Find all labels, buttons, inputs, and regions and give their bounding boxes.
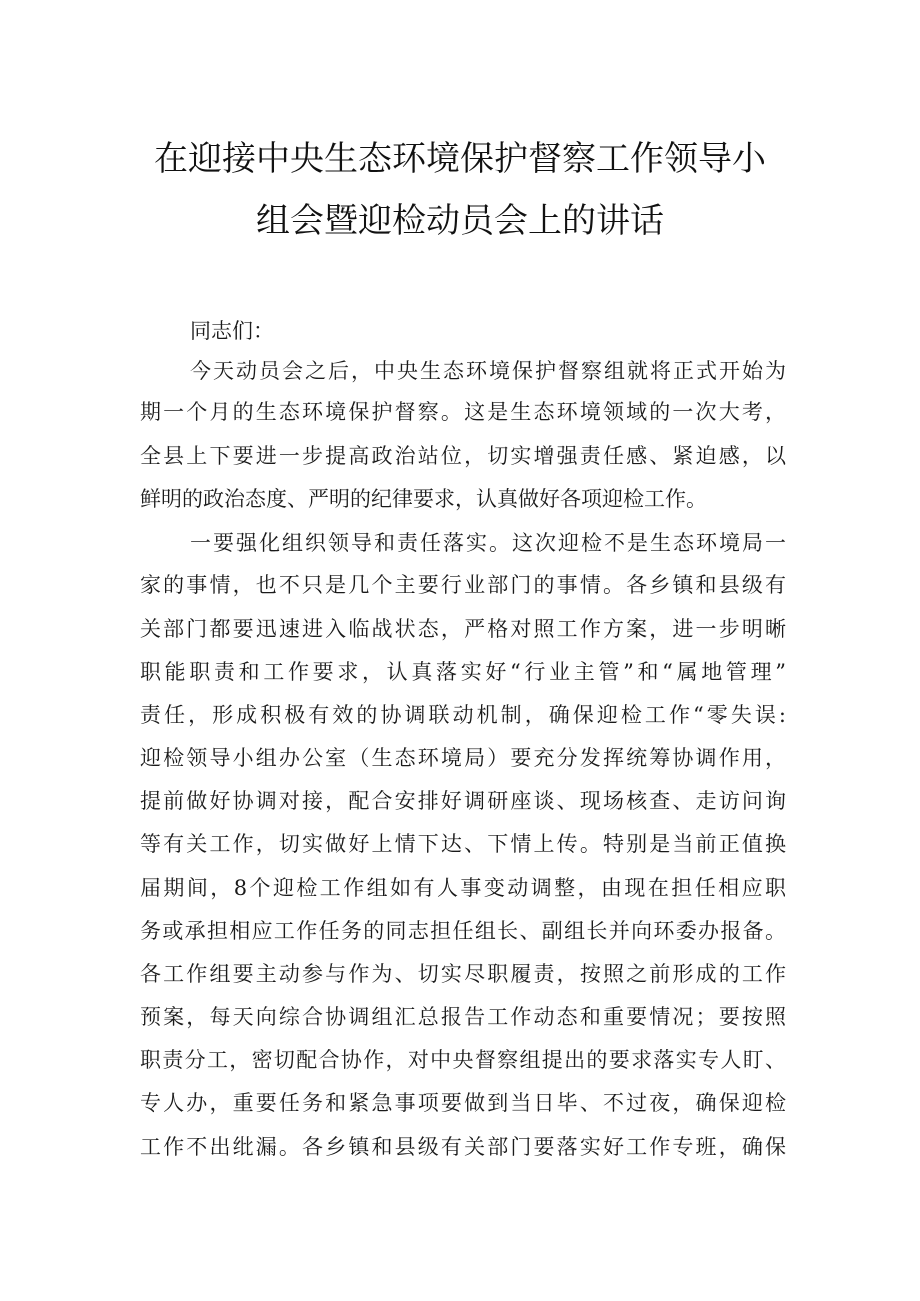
- paragraph-line: 迎检领导小组办公室（生态环境局）要充分发挥统筹协调作用，: [140, 746, 786, 770]
- paragraph-line: 职能职责和工作要求，认真落实好“行业主管”和“属地管理”: [140, 660, 786, 684]
- title-line-2: 组会暨迎检动员会上的讲话: [256, 201, 664, 241]
- paragraph-line: 各工作组要主动参与作为、切实尽职履责，按照之前形成的工作: [140, 962, 786, 986]
- title-line-1: 在迎接中央生态环境保护督察工作领导小: [154, 139, 766, 179]
- paragraph-line: 今天动员会之后，中央生态环境保护督察组就将正式开始为: [190, 359, 786, 383]
- paragraph-line: 责任，形成积极有效的协调联动机制，确保迎检工作“零失误:: [140, 703, 786, 727]
- paragraph-line: 预案，每天向综合协调组汇总报告工作动态和重要情况；要按照: [140, 1005, 786, 1029]
- paragraph-line: 一要强化组织领导和责任落实。这次迎检不是生态环境局一: [190, 531, 786, 555]
- paragraph-line: 家的事情，也不只是几个主要行业部门的事情。各乡镇和县级有: [140, 573, 786, 597]
- paragraph-line: 提前做好协调对接，配合安排好调研座谈、现场核查、走访问询: [140, 789, 786, 813]
- paragraph-line: 关部门都要迅速进入临战状态，严格对照工作方案，进一步明晰: [140, 617, 786, 641]
- paragraph-line: 届期间，8个迎检工作组如有人事变动调整，由现在担任相应职: [140, 876, 786, 900]
- paragraph-line: 务或承担相应工作任务的同志担任组长、副组长并向环委办报备。: [140, 919, 786, 943]
- paragraph-line: 职责分工，密切配合协作，对中央督察组提出的要求落实专人盯、: [140, 1048, 786, 1072]
- paragraph-line: 等有关工作，切实做好上情下达、下情上传。特别是当前正值换: [140, 832, 786, 856]
- paragraph-line: 全县上下要进一步提高政治站位，切实增强责任感、紧迫感，以: [140, 444, 786, 468]
- salutation: 同志们：: [190, 319, 274, 343]
- paragraph-line: 工作不出纰漏。各乡镇和县级有关部门要落实好工作专班，确保: [140, 1135, 786, 1159]
- paragraph-line: 鲜明的政治态度、严明的纪律要求，认真做好各项迎检工作。: [140, 487, 707, 511]
- paragraph-line: 期一个月的生态环境保护督察。这是生态环境领域的一次大考，: [140, 400, 786, 424]
- paragraph-line: 专人办，重要任务和紧急事项要做到当日毕、不过夜，确保迎检: [140, 1091, 786, 1115]
- document-title: [100, 128, 820, 252]
